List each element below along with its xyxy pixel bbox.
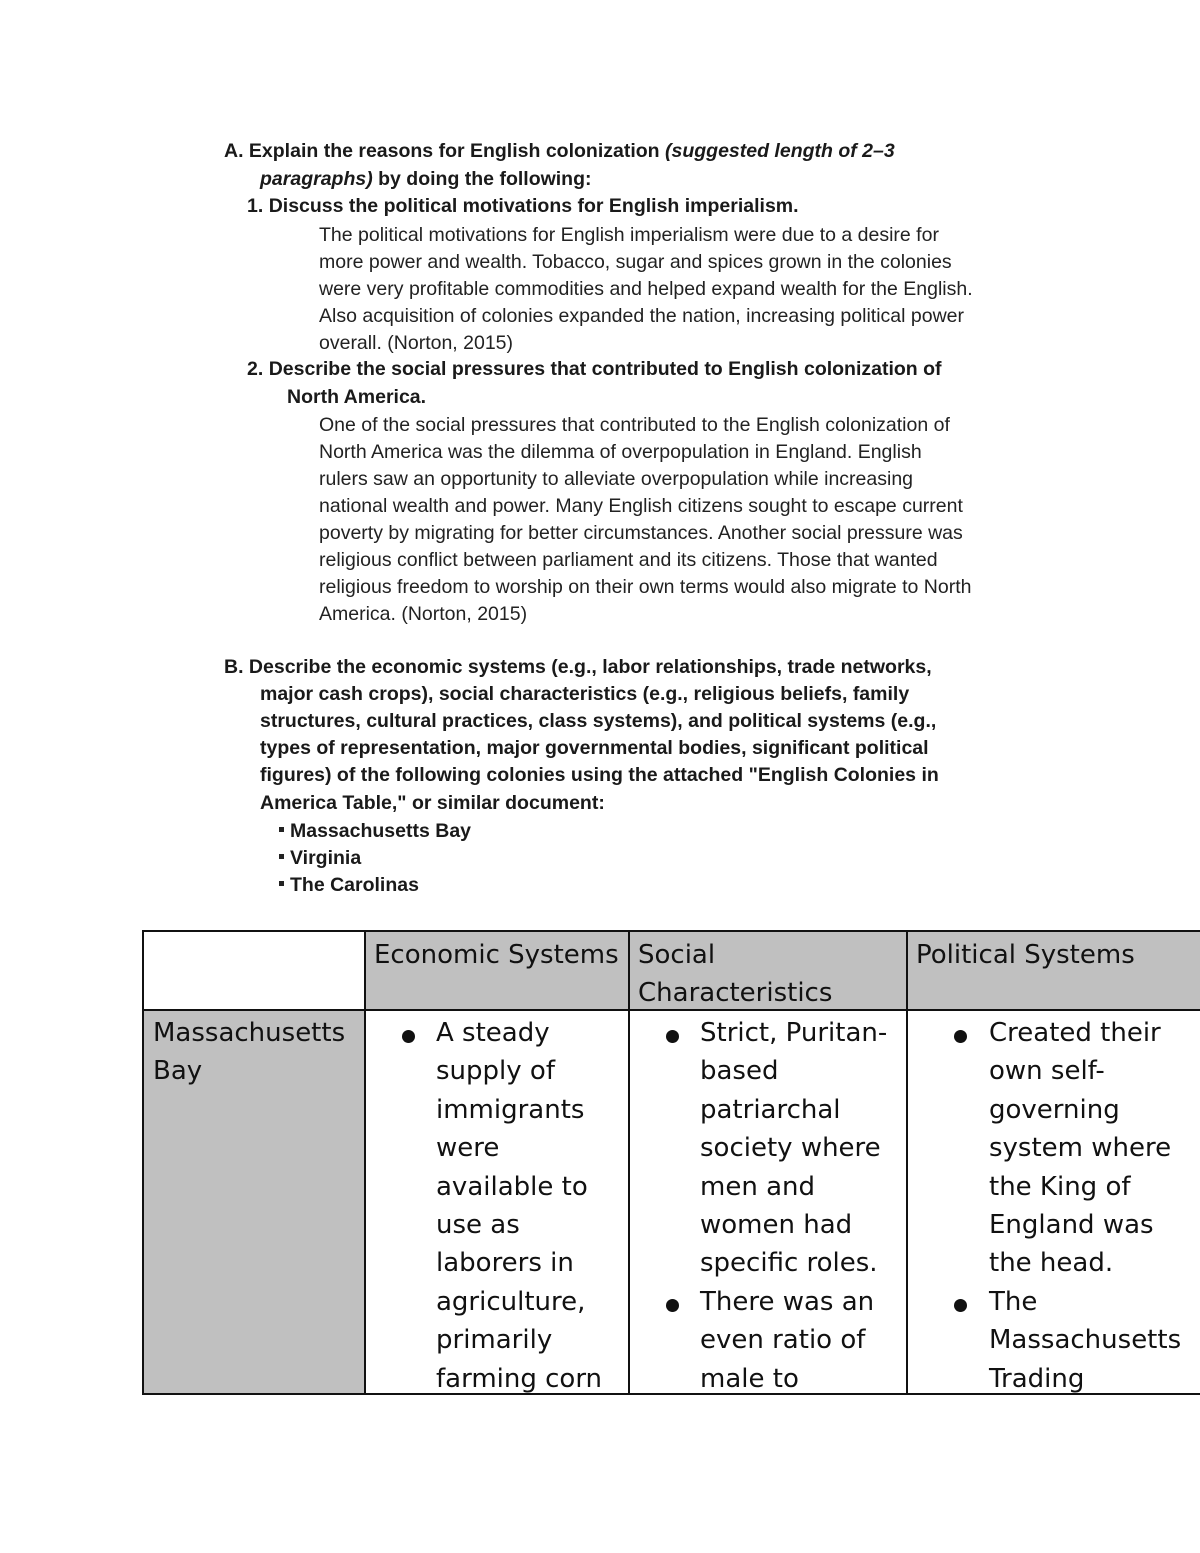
square-bullet-icon	[279, 881, 284, 886]
economic-item: A steady supply of immigrants were available to use as laborers in agriculture, primarily farming corn	[436, 1018, 603, 1394]
answer-2-line: religious conflict between parliament and its citizens. Those that wanted	[319, 549, 938, 571]
political-item: The Massachusetts Trading	[989, 1286, 1182, 1394]
square-bullet-icon	[279, 854, 284, 859]
section-a-heading-rest: by doing the following:	[378, 168, 592, 190]
section-b-line: major cash crops), social characteristics (e.g., religious beliefs, family	[260, 683, 910, 705]
answer-2	[319, 412, 1039, 628]
bullet-icon	[954, 1030, 967, 1043]
section-a-letter: A.	[224, 140, 244, 162]
question-1-number: 1.	[247, 195, 264, 217]
question-2-text: Describe the social pressures that contributed to English colonization of	[268, 358, 942, 380]
list-item	[629, 1283, 899, 1395]
colony-name: The Carolinas	[290, 874, 419, 896]
bullet-icon	[402, 1030, 415, 1043]
table-row-political-cell	[907, 1010, 1200, 1395]
table-divider	[364, 932, 366, 1393]
answer-2-line: national wealth and power. Many English citizens sought to escape current	[319, 495, 963, 517]
colony-bullet	[279, 847, 361, 870]
answer-2-line: America. (Norton, 2015)	[319, 603, 528, 625]
political-item: Created their own self-governing system where the King of England was the head.	[989, 1018, 1172, 1279]
answer-2-line: One of the social pressures that contributed to the English colonization of	[319, 414, 950, 436]
bullet-icon	[954, 1299, 967, 1312]
table-header-political: Political Systems	[907, 932, 1200, 1010]
question-2	[247, 358, 942, 381]
answer-2-line: religious freedom to worship on their own terms would also migrate to North	[319, 576, 972, 598]
table-row-social-cell	[629, 1010, 907, 1395]
answer-1-line: The political motivations for English imperialism were due to a desire for	[319, 224, 939, 246]
answer-1-line: more power and wealth. Tobacco, sugar and spices grown in the colonies	[319, 251, 952, 273]
section-b-letter: B.	[224, 656, 244, 678]
table-divider	[906, 932, 908, 1393]
answer-1	[319, 222, 1039, 357]
section-b-line: structures, cultural practices, class systems), and political systems (e.g.,	[260, 710, 937, 732]
table-header-cell-empty	[144, 932, 365, 1010]
political-list	[907, 1014, 1187, 1395]
section-a-heading-main: Explain the reasons for English colonization	[248, 140, 660, 162]
list-item	[907, 1283, 1187, 1395]
bullet-icon	[666, 1030, 679, 1043]
section-b-line: Describe the economic systems (e.g., labor relationships, trade networks,	[248, 656, 932, 678]
answer-1-line: overall. (Norton, 2015)	[319, 332, 514, 354]
table-row-economic-cell	[365, 1010, 629, 1395]
table-header-social-text: Social Characteristics	[638, 940, 833, 1009]
table-divider	[144, 1009, 1200, 1011]
answer-1-line: were very profitable commodities and helped expand wealth for the English.	[319, 278, 973, 300]
colony-name: Virginia	[290, 847, 362, 869]
section-b-line: figures) of the following colonies using the attached "English Colonies in	[260, 764, 939, 786]
section-b-line: America Table," or similar document:	[260, 792, 605, 814]
section-a-heading-cont	[260, 168, 592, 191]
question-2-number: 2.	[247, 358, 264, 380]
table-header-economic: Economic Systems	[365, 932, 629, 1010]
colonies-table	[142, 930, 1200, 1395]
question-1	[247, 195, 799, 218]
section-a-heading-italic-2: paragraphs)	[260, 168, 373, 190]
answer-1-line: Also acquisition of colonies expanded the nation, increasing political power	[319, 305, 964, 327]
answer-2-line: poverty by migrating for better circumstances. Another social pressure was	[319, 522, 963, 544]
social-list	[629, 1014, 899, 1395]
table-row-colony-name: Massachusetts Bay	[153, 1018, 346, 1087]
table-header-social	[629, 932, 907, 1010]
section-b-line: types of representation, major governmental bodies, significant political	[260, 737, 929, 759]
question-2-cont	[287, 386, 426, 409]
colony-bullet	[279, 820, 471, 843]
list-item	[907, 1014, 1187, 1283]
table-row-colony-cell	[144, 1010, 365, 1395]
section-a-heading	[224, 140, 895, 163]
social-item: Strict, Puritan-based patriarchal society where men and women had specific roles.	[700, 1018, 888, 1279]
colony-bullet	[279, 874, 419, 897]
section-b-heading	[224, 656, 932, 679]
answer-2-line: rulers saw an opportunity to alleviate overpopulation while increasing	[319, 468, 914, 490]
bullet-icon	[666, 1299, 679, 1312]
section-a-heading-italic: (suggested length of 2–3	[665, 140, 895, 162]
list-item	[629, 1014, 899, 1283]
list-item	[365, 1014, 621, 1395]
colony-name: Massachusetts Bay	[290, 820, 472, 842]
table-divider	[628, 932, 630, 1393]
question-2-text-2: North America.	[287, 386, 427, 408]
economic-list	[365, 1014, 621, 1395]
square-bullet-icon	[279, 827, 284, 832]
question-1-text: Discuss the political motivations for English imperialism.	[268, 195, 799, 217]
social-item: There was an even ratio of male to	[700, 1286, 875, 1394]
answer-2-line: North America was the dilemma of overpopulation in England. English	[319, 441, 922, 463]
